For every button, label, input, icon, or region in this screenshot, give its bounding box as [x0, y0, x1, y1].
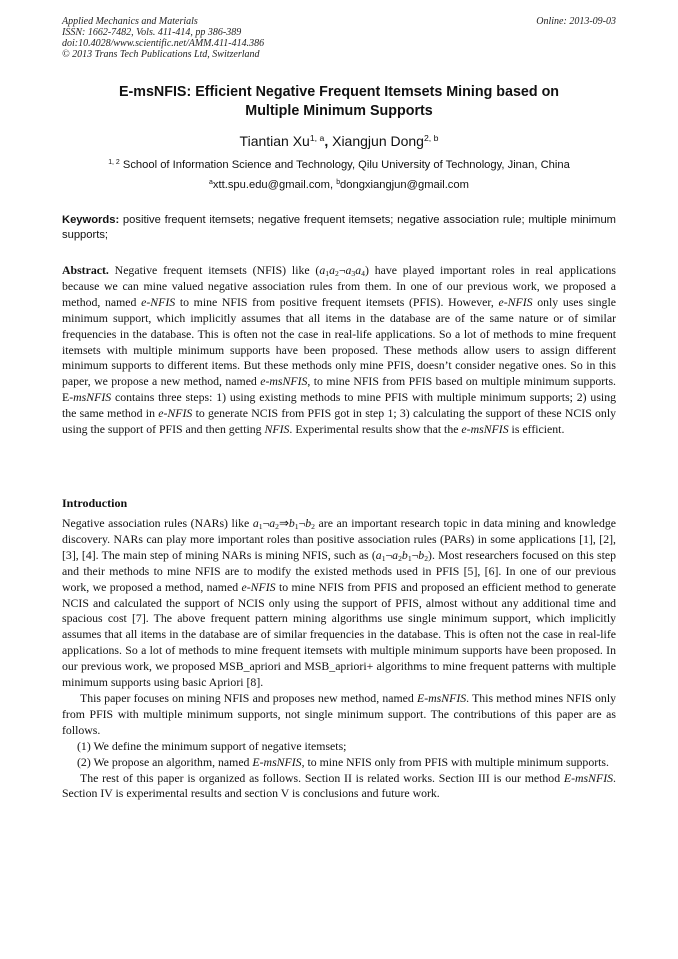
method-name: E-msNFIS — [563, 770, 614, 785]
issn: ISSN: 1662-7482, Vols. 411-414, pp 386-389 — [62, 27, 242, 38]
list-item-text: (2) We propose an algorithm, named — [77, 754, 253, 769]
abstract-text: ) have played important roles in real applications because we can mine valued negative association rules from them. In one of our previous work, we proposed a method, named — [62, 263, 616, 309]
paragraph-text: The rest of this paper is organized as follows. Section II is related works. Section III is our method — [80, 770, 564, 785]
paragraph — [62, 771, 616, 803]
list-item — [62, 739, 616, 755]
paragraph-text: . This method mines NFIS only from PFIS with multiple minimum supports, not single minimum support. The contributions of this paper are as follows. — [62, 690, 616, 737]
journal-name: Applied Mechanics and Materials — [62, 16, 198, 27]
author-name: Xiangjun Dong — [332, 133, 424, 149]
paragraph: Negative association rules (NARs) like $a_1\neg a_2\Rightarrow b_1\neg b_2$ are an important research topic in data mining and knowledge discovery. NARs can play more important roles than positive association rules (PARs) in some applications [1], [2], [3], [4]. The main step of mining NARs is mining NFIS, such as $(a_1\neg a_2b_1\neg b_2)$. Most researchers focused on this step and their methods to mine NFIS are to modify the existed methods used in PFIS [5], [6]. In one of our previous work, we proposed a method, named e-NFIS to mine NFIS from PFIS and proposed an efficient method to generate NCIS and calculated the support of NCIS only using the support of PFIS, almost without any additional time and spacious cost [7]. The above frequent pattern mining algorithms use single minimum support, which implicitly assumes that all items in the database are of similar frequencies in the database. This is often not the case in real-life applications. So a lot of methods to mine frequent itemsets with multiple minimum supports have been proposed. In our previous work, we proposed MSB_apriori and MSB_apriori+ algorithms to mine frequent patterns with multiple minimum supports using basic Apriori [8]. — [62, 516, 616, 690]
method-name: e-msNFIS — [260, 374, 308, 389]
method-name: e-NFIS — [158, 406, 193, 421]
email-mark: a — [209, 179, 213, 187]
copyright: © 2013 Trans Tech Publications Ltd, Switzerland — [62, 49, 260, 60]
title-line-1: E-msNFIS: Efficient Negative Frequent Itemsets Mining based on — [118, 84, 560, 100]
paragraph-text: are an important research topic in data mining and knowledge discovery. NARs can play more important roles than positive association rules (PARs) in some applications [1], [2], [3], [4]. The main step of mining NARs is mining NFIS, such as ( — [62, 516, 616, 562]
abstract-text: contains three steps: 1) using existing methods to mine PFIS with multiple minimum supports; 2) using the same method in — [62, 390, 616, 421]
title-line-2: Multiple Minimum Supports — [245, 103, 433, 119]
abstract: Abstract. Negative frequent itemsets (NFIS) like $(a_1a_2\neg a_3a_4)$ have played important roles in real applications because we can mine valued negative association rules from them. In one of our previous work, we proposed a method, named e-NFIS to mine NFIS from positive frequent itemsets (PFIS). However, e-NFIS only uses single minimum support, which implicitly assumes that all items in the database are of the same nature or of similar frequencies in the database. This is often not the case in real-life applications. So a lot of methods to mine frequent itemsets with multiple minimum supports have been proposed. These methods allow users to assign different minimum supports to different items. But these methods only mine PFIS, doesn’t consider negative ones. So in this paper, we propose a new method, named e-msNFIS, to mine NFIS from PFIS based on multiple minimum supports. E-msNFIS contains three steps: 1) using existing methods to mine PFIS with multiple minimum supports; 2) using the same method in e-NFIS to generate NCIS from PFIS got in step 1; 3) calculating the support of these NCIS only using the support of PFIS and then getting NFIS. Experimental results show that the e-msNFIS is efficient. — [62, 263, 617, 437]
paragraph-text: . Section IV is experimental results and section V is conclusions and future work. — [62, 770, 616, 801]
abstract-text: to mine NFIS from positive frequent itemsets (PFIS). However, — [175, 294, 499, 309]
affil-text: School of Information Science and Technology, Qilu University of Technology, Jinan, China — [122, 159, 570, 171]
method-name: e-NFIS — [498, 294, 533, 309]
author-list — [62, 132, 616, 150]
author-name: Tiantian Xu — [239, 133, 310, 149]
formula: a — [252, 516, 259, 530]
author-emails — [62, 178, 616, 192]
email-mark: b — [336, 179, 341, 187]
abstract-text: . Experimental results show that the — [289, 422, 462, 437]
method-name: E-msNFIS — [417, 690, 467, 705]
formula: a — [319, 263, 326, 277]
method-name: E-msNFIS — [252, 754, 302, 769]
online-date: Online: 2013-09-03 — [536, 16, 616, 27]
list-item-text: (1) We define the minimum support of negative itemsets; — [77, 738, 347, 753]
formula: a — [375, 547, 382, 562]
list-item — [62, 755, 616, 771]
introduction-body — [62, 516, 616, 802]
method-name: e-NFIS — [241, 579, 276, 594]
method-name: e-msNFIS — [461, 422, 509, 437]
list-item-text: , to mine NFIS only from PFIS with multiple minimum supports. — [301, 754, 609, 769]
abstract-text: , to mine NFIS from PFIS based on multiple minimum supports. E- — [62, 374, 617, 405]
paragraph-text: This paper focuses on mining NFIS and proposes new method, named — [80, 690, 417, 705]
affil-mark: 1, 2 — [108, 159, 120, 167]
abstract-text: is efficient. — [508, 422, 565, 437]
method-name: msNFIS — [73, 390, 112, 405]
abstract-text: to generate NCIS from PFIS got in step 1; 3) calculating the support of these NCIS only using the support of PFIS and then getting — [62, 406, 616, 437]
email-link[interactable]: dongxiangjun@gmail.com — [340, 179, 469, 191]
author-affil-mark: 2, b — [423, 133, 439, 144]
paragraph — [62, 691, 616, 739]
author-separator: , — [324, 133, 333, 149]
author-affil-mark: 1, a — [309, 133, 325, 144]
paragraph-text: Negative association rules (NARs) like — [62, 516, 253, 530]
keywords — [62, 213, 616, 243]
section-heading: Introduction — [62, 496, 128, 510]
abstract-label: Abstract. — [62, 263, 109, 277]
keywords-text: positive frequent itemsets; negative frequent itemsets; negative association rule; multiple minimum supports; — [62, 214, 616, 241]
affiliation — [62, 158, 616, 172]
method-name: NFIS — [264, 422, 290, 437]
journal-header — [62, 16, 264, 60]
abstract-text: only uses single minimum support, which implicitly assumes that all items in the database are of the same nature or of similar frequencies in the database. This is often not the case in real-life applications. So a lot of methods to mine frequent itemsets with multiple minimum supports have been proposed. These methods allow users to assign different minimum supports to different items. But these methods only mine PFIS, doesn’t consider negative ones. So in this paper, we propose a new method, named — [62, 294, 616, 389]
keywords-label: Keywords: — [62, 214, 120, 226]
paragraph-text: to mine NFIS from PFIS and proposed an efficient method to generate NCIS and calculated the support of NCIS only using the support of PFIS, almost without any additional time and spacious cost [7]. The above frequent pattern mining algorithms use single minimum support, which implicitly assumes that all items in the database are of similar frequencies in the database. This is often not the case in real-life applications. So a lot of methods to mine frequent itemsets with multiple minimum supports have been proposed. In our previous work, we proposed MSB_apriori and MSB_apriori+ algorithms to mine frequent patterns with multiple minimum supports using basic Apriori [8]. — [62, 579, 616, 690]
method-name: e-NFIS — [141, 294, 176, 309]
doi: doi:10.4028/www.scientific.net/AMM.411-414.386 — [62, 38, 265, 49]
paper-title — [62, 83, 616, 121]
email-link[interactable]: xtt.spu.edu@gmail.com, — [212, 179, 337, 191]
abstract-text: Negative frequent itemsets (NFIS) like ( — [108, 263, 320, 277]
paragraph-text: ). Most researchers focused on this step and their methods to mine NFIS are to modify the existed methods used in PFIS [5], [6]. In one of our previous work, we proposed a method, named — [62, 547, 616, 594]
